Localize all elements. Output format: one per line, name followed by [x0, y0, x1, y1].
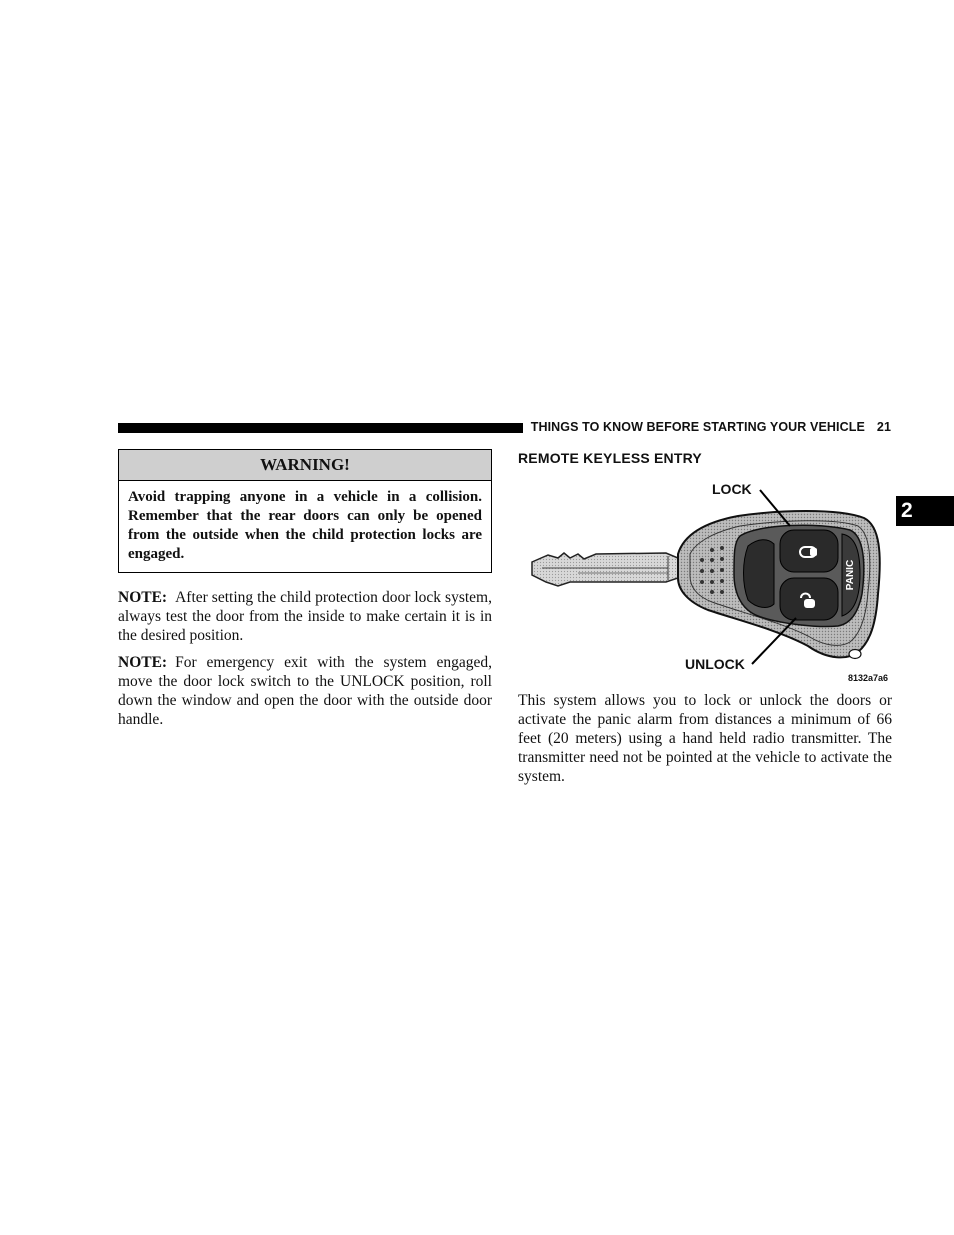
running-header — [530, 420, 891, 434]
header-rule — [118, 423, 523, 433]
section-body: This system allows you to lock or unlock the doors or activate the panic alarm from distances a minimum of 66 feet (20 meters) using a hand held radio transmitter. The transmitter need not be pointed at the vehicle to activate the system. — [518, 692, 892, 785]
note-paragraph — [118, 588, 492, 645]
note-label: NOTE: — [118, 654, 168, 671]
key-fob-figure — [518, 474, 892, 688]
warning-box — [118, 449, 492, 573]
warning-title: WARNING! — [119, 450, 491, 481]
header-section-title: THINGS TO KNOW BEFORE STARTING YOUR VEHICLE — [530, 420, 865, 434]
chapter-tab: 2 — [896, 496, 954, 526]
page-number: 21 — [876, 420, 891, 434]
warning-body: Avoid trapping anyone in a vehicle in a collision. Remember that the rear doors can only be opened from the outside when the child protection locks are engaged. — [128, 489, 482, 562]
note-text: For emergency exit with the system engaged, move the door lock switch to the UNLOCK position, roll down the window and open the door with the outside door handle. — [118, 654, 492, 728]
panic-button-label: PANIC — [845, 559, 856, 591]
note-paragraph — [118, 653, 492, 729]
note-label: NOTE: — [118, 589, 168, 606]
lock-callout-label: LOCK — [712, 481, 752, 497]
key-blade — [532, 553, 678, 586]
section-heading: REMOTE KEYLESS ENTRY — [518, 450, 702, 466]
unlock-callout-label: UNLOCK — [685, 656, 745, 672]
figure-code: 8132a7a6 — [848, 673, 889, 683]
note-text: After setting the child protection door lock system, always test the door from the inside to make certain it is in the desired position. — [118, 589, 492, 644]
